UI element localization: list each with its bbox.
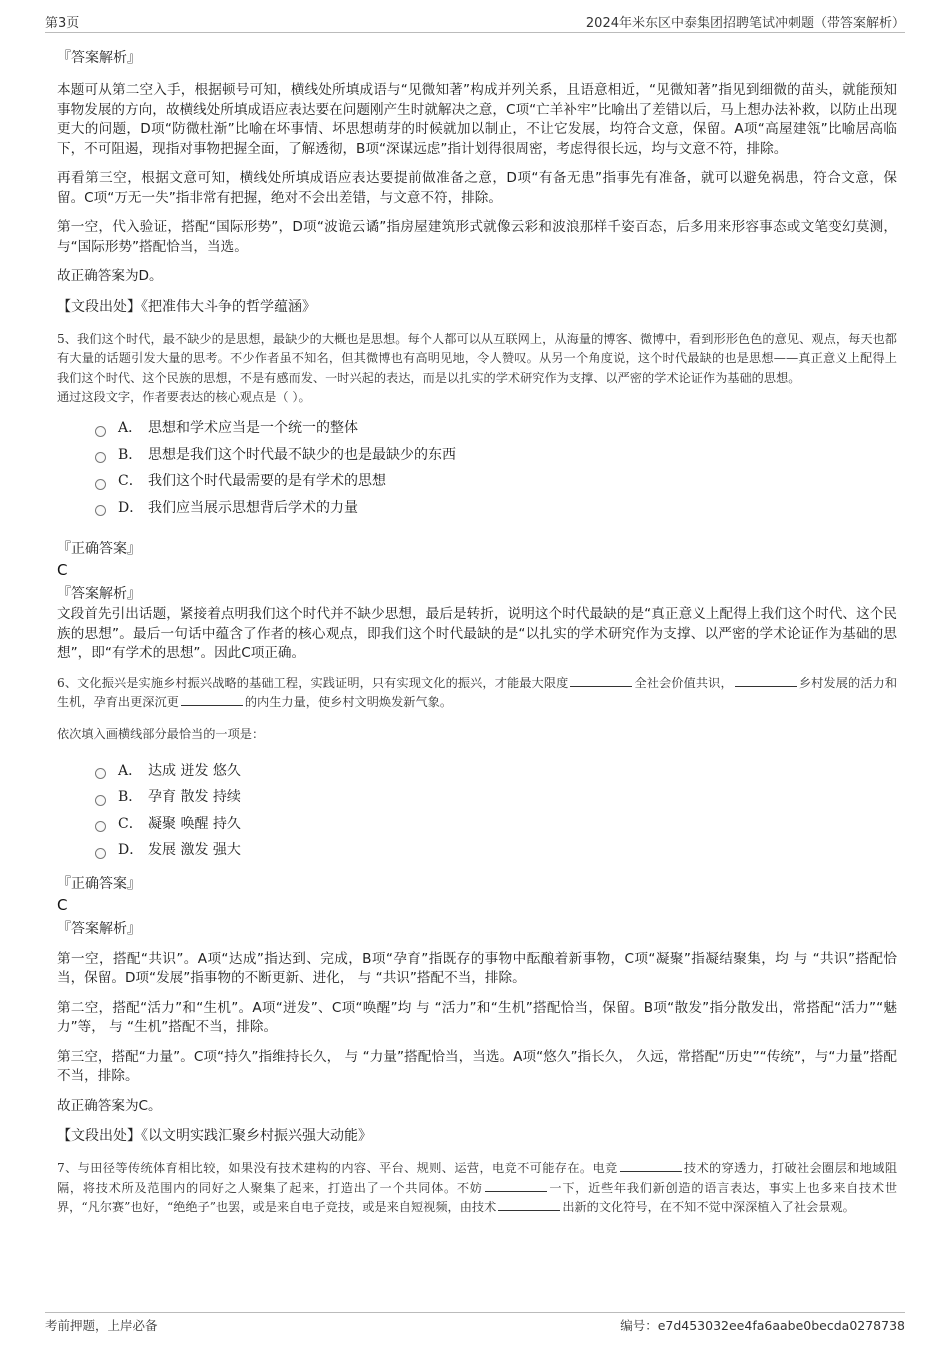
- fill-blank: [498, 1198, 560, 1211]
- question-text-part: 出新的文化符号，在不知不觉中深深植入了社会景观。: [562, 1200, 855, 1214]
- question-text: [57, 1159, 897, 1218]
- option-text: 我们应当展示思想背后学术的力量: [148, 499, 358, 516]
- option-text: 我们这个时代最需要的是有学术的思想: [148, 473, 386, 489]
- option-d[interactable]: [95, 837, 897, 864]
- option-text: 凝聚 唤醒 持久: [148, 815, 241, 832]
- option-d[interactable]: [95, 495, 897, 522]
- question-5: [57, 330, 897, 664]
- question-text-part: 技术的穿透力，打破社会圈层和地域阻隔，将技术所及范围内的同好之人聚集了起来，打造出了一个共同体。不妨: [57, 1161, 898, 1195]
- question-7: [57, 1159, 897, 1218]
- question-prompt: 通过这段文字，作者要表达的核心观点是（ ）。: [57, 390, 311, 404]
- answer-label: 『正确答案』: [57, 541, 141, 557]
- fill-blank: [570, 674, 632, 687]
- passage-source: 【文段出处】《把准伟大斗争的哲学蕴涵》: [57, 298, 316, 315]
- analysis-label: 『答案解析』: [57, 586, 141, 602]
- correct-answer: C: [57, 895, 68, 914]
- document-id: 编号：e7d453032ee4fa6aabe0becda0278738: [620, 1318, 905, 1333]
- question-text-part: 7、与田径等传统体育相比较，如果没有技术建构的内容、平台、规则、运营，电竞不可能存在。电竞: [57, 1161, 618, 1175]
- radio-icon[interactable]: [95, 821, 106, 832]
- passage-source: 【文段出处】《以文明实践汇聚乡村振兴强大动能》: [57, 1128, 372, 1144]
- option-key: C．: [118, 473, 143, 489]
- analysis-conclusion: 故正确答案为D。: [57, 268, 163, 284]
- option-a[interactable]: [95, 415, 897, 442]
- fill-blank: [620, 1159, 682, 1172]
- question-text: [57, 674, 897, 713]
- section-previous-analysis: [57, 48, 897, 318]
- option-key: A．: [118, 420, 143, 436]
- radio-icon[interactable]: [95, 848, 106, 859]
- analysis-conclusion: 故正确答案为C。: [57, 1097, 162, 1114]
- document-title: 2024年米东区中泰集团招聘笔试冲刺题（带答案解析）: [585, 16, 905, 31]
- analysis-paragraph: 再看第三空，根据文意可知，横线处所填成语应表达要提前做准备之意，D项“有备无患”指事先有准备，就可以避免祸患，符合文意，保留。C项“万无一失”指非常有把握，绝对不会出差错，与文意不符，排除。: [57, 170, 897, 206]
- analysis-paragraph: 第二空，搭配“活力”和“生机”。A项“迸发”、C项“唤醒”均 与 “活力”和“生机”搭配恰当，保留。B项“散发”指分散发出，常搭配“活力”“魅力”等， 与 “生机”搭配不当，排除。: [57, 999, 897, 1035]
- option-text: 发展 激发 强大: [148, 842, 241, 858]
- option-key: B．: [118, 446, 143, 463]
- analysis-paragraph: 第一空，搭配“共识”。A项“达成”指达到、完成，B项“孕育”指既存的事物中酝酿着新事物，C项“凝聚”指凝结聚集，均 与 “共识”搭配恰当，保留。D项“发展”指事物的不断更新、进化， 与 “共识”搭配不当，排除。: [57, 950, 897, 986]
- footer-slogan: 考前押题，上岸必备: [45, 1318, 158, 1333]
- option-text: 孕育 散发 持续: [148, 789, 241, 805]
- page-header: [45, 12, 905, 33]
- question-text-part: 6、文化振兴是实施乡村振兴战略的基础工程，实践证明，只有实现文化的振兴，才能最大限度: [57, 675, 569, 690]
- option-text: 思想和学术应当是一个统一的整体: [148, 420, 358, 436]
- option-a[interactable]: [95, 758, 897, 785]
- question-text-part: 的内生力量，使乡村文明焕发新气象。: [244, 695, 453, 709]
- question-prompt: 依次填入画横线部分最恰当的一项是：: [57, 726, 265, 741]
- fill-blank: [485, 1179, 547, 1192]
- analysis-paragraph: 第一空，代入验证，搭配“国际形势”，D项“波诡云谲”指房屋建筑形式就像云彩和波浪那样千姿百态，后多用来形容事态或文笔变幻莫测，与“国际形势”搭配恰当，当选。: [57, 219, 897, 255]
- radio-icon[interactable]: [95, 452, 106, 463]
- radio-icon[interactable]: [95, 795, 106, 806]
- option-key: C．: [118, 815, 143, 832]
- option-text: 达成 迸发 悠久: [148, 762, 241, 779]
- fill-blank: [735, 674, 797, 687]
- correct-answer: C: [57, 561, 68, 579]
- option-b[interactable]: [95, 442, 897, 469]
- page-number: 第3页: [45, 16, 80, 31]
- option-c[interactable]: [95, 811, 897, 838]
- option-key: A．: [118, 762, 143, 779]
- question-text-part: 一下，近些年我们新创造的语言表达，事实上也多来自技术世界，“凡尔赛”也好，“绝绝子”也罢，或是来自电子竞技，或是来自短视频，由技术: [57, 1180, 898, 1214]
- option-list: [95, 758, 897, 864]
- radio-icon[interactable]: [95, 505, 106, 516]
- analysis-label: 『答案解析』: [57, 920, 141, 937]
- fill-blank: [181, 693, 243, 706]
- analysis-label: 『答案解析』: [57, 50, 141, 66]
- option-c[interactable]: [95, 468, 897, 495]
- option-b[interactable]: [95, 784, 897, 811]
- analysis-paragraph: 第三空，搭配“力量”。C项“持久”指维持长久， 与 “力量”搭配恰当，当选。A项“悠久”指长久， 久远，常搭配“历史”“传统”，与“力量”搭配不当，排除。: [57, 1048, 897, 1084]
- answer-label: 『正确答案』: [57, 875, 141, 892]
- option-text: 思想是我们这个时代最不缺少的也是最缺少的东西: [148, 446, 456, 463]
- radio-icon[interactable]: [95, 426, 106, 437]
- radio-icon[interactable]: [95, 768, 106, 779]
- question-6: [57, 674, 897, 1148]
- question-text: 5、我们这个时代，最不缺少的是思想，最缺少的大概也是思想。每个人都可以从互联网上，从海量的博客、微博中，看到形形色色的意见、观点，每天也都有大量的话题引发大量的思考。不少作者虽不知名，但其微博也有高明见地，令人赞叹。从另一个角度说，这个时代最缺的也是思想——真正意义上配得上我们这个时代、这个民族的思想，不是有感而发、一时兴起的表达，而是以扎实的学术研究作为支撑、以严密的学术论证作为基础的思想。: [57, 331, 897, 385]
- option-key: D．: [118, 499, 144, 516]
- document-content: [57, 38, 897, 1218]
- question-text-part: 乡村发展的活力和生机，孕育出更深沉更: [57, 675, 898, 709]
- analysis-paragraph: 文段首先引出话题，紧接着点明我们这个时代并不缺少思想，最后是转折，说明这个时代最缺的是“真正意义上配得上我们这个时代、这个民族的思想”。最后一句话中蕴含了作者的核心观点，即我们这个时代最缺的是“以扎实的学术研究作为支撑、以严密的学术论证作为基础的思想”，即“有学术的思想”。因此C项正确。: [57, 606, 897, 661]
- option-list: [95, 415, 897, 521]
- option-key: D．: [118, 842, 144, 858]
- option-key: B．: [118, 789, 143, 805]
- radio-icon[interactable]: [95, 479, 106, 490]
- analysis-paragraph: 本题可从第二空入手，根据顿号可知，横线处所填成语与“见微知著”构成并列关系，且语意相近，“见微知著”指见到细微的苗头，就能预知事物发展的方向，故横线处所填成语应表达要在问题刚产生时就解决之意，C项“亡羊补牢”比喻出了差错以后，马上想办法补救，以防止出现更大的问题，D项“防微杜渐”比喻在坏事情、坏思想萌芽的时候就加以制止，不让它发展，均符合文意，保留。A项“高屋建瓴”比喻居高临下，不可阻遏，现指对事物把握全面，了解透彻，B项“深谋远虑”指计划得很周密，考虑得很长远，均与文意不符，排除。: [57, 82, 897, 157]
- question-text-part: 全社会价值共识，: [634, 675, 733, 690]
- page-footer: [45, 1312, 905, 1337]
